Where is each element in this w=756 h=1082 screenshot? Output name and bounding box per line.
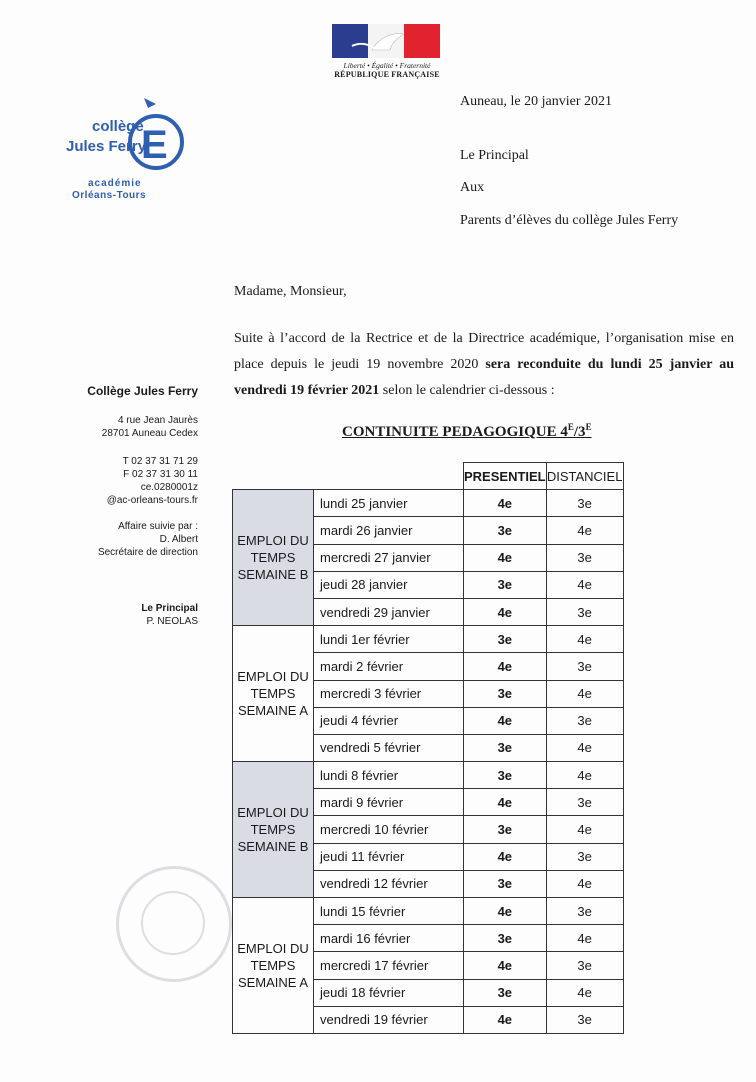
distanciel-cell: 3e bbox=[546, 598, 623, 625]
distanciel-cell: 3e bbox=[546, 544, 623, 571]
table-row bbox=[233, 898, 624, 925]
distanciel-cell: 3e bbox=[546, 653, 623, 680]
table-row bbox=[233, 762, 624, 789]
week-group-line: SEMAINE A bbox=[237, 974, 309, 990]
distanciel-cell: 4e bbox=[546, 571, 623, 598]
presentiel-cell: 3e bbox=[464, 816, 547, 843]
week-group-line: TEMPS bbox=[250, 957, 296, 973]
presentiel-cell: 4e bbox=[464, 653, 547, 680]
distanciel-cell: 4e bbox=[546, 734, 623, 761]
logo-academie: académie bbox=[88, 178, 142, 189]
sidebar-college-name: Collège Jules Ferry bbox=[87, 384, 198, 398]
day-cell: jeudi 11 février bbox=[314, 843, 464, 870]
salutation: Madame, Monsieur, bbox=[234, 284, 347, 299]
week-group-label bbox=[233, 898, 314, 1034]
day-cell: vendredi 29 janvier bbox=[314, 598, 464, 625]
day-cell: mercredi 10 février bbox=[314, 816, 464, 843]
presentiel-cell: 3e bbox=[464, 571, 547, 598]
body-text-2: selon le calendrier ci-dessous : bbox=[379, 383, 555, 398]
week-group-line: EMPLOI DU bbox=[237, 533, 309, 549]
sidebar-address-1: 4 rue Jean Jaurès bbox=[117, 415, 198, 426]
week-group-line: EMPLOI DU bbox=[237, 669, 309, 685]
presentiel-cell: 3e bbox=[464, 925, 547, 952]
week-group-line: SEMAINE B bbox=[237, 567, 309, 583]
sender: Le Principal bbox=[460, 148, 529, 163]
distanciel-cell: 3e bbox=[546, 707, 623, 734]
sidebar-principal-title: Le Principal bbox=[141, 603, 198, 614]
distanciel-cell: 4e bbox=[546, 816, 623, 843]
schedule-table bbox=[232, 462, 624, 1034]
distanciel-cell: 4e bbox=[546, 762, 623, 789]
week-group-label bbox=[233, 626, 314, 762]
day-cell: mercredi 17 février bbox=[314, 952, 464, 979]
table-header-row bbox=[233, 463, 624, 490]
day-cell: lundi 1er février bbox=[314, 626, 464, 653]
distanciel-cell: 4e bbox=[546, 680, 623, 707]
presentiel-cell: 4e bbox=[464, 598, 547, 625]
sidebar-email-2: @ac-orleans-tours.fr bbox=[106, 495, 198, 506]
table-row bbox=[233, 490, 624, 517]
table-title: CONTINUITE PEDAGOGIQUE $4^E/3^E$ bbox=[342, 422, 592, 440]
presentiel-cell: 4e bbox=[464, 789, 547, 816]
day-cell: mercredi 27 janvier bbox=[314, 544, 464, 571]
distanciel-cell: 3e bbox=[546, 843, 623, 870]
distanciel-cell: 4e bbox=[546, 517, 623, 544]
day-cell: jeudi 28 janvier bbox=[314, 571, 464, 598]
recipient-label: Aux bbox=[460, 180, 485, 195]
republic-motto: Liberté • Égalité • Fraternité bbox=[343, 61, 431, 70]
presentiel-cell: 4e bbox=[464, 490, 547, 517]
distanciel-cell: 3e bbox=[546, 952, 623, 979]
week-group-line: EMPLOI DU bbox=[237, 940, 309, 956]
presentiel-cell: 3e bbox=[464, 517, 547, 544]
logo-college: collège bbox=[92, 118, 144, 135]
sidebar-affaire: Affaire suivie par : bbox=[118, 521, 198, 532]
day-cell: lundi 8 février bbox=[314, 762, 464, 789]
recipient: Parents d’élèves du collège Jules Ferry bbox=[460, 213, 679, 228]
day-cell: mardi 2 février bbox=[314, 653, 464, 680]
day-cell: vendredi 19 février bbox=[314, 1006, 464, 1033]
presentiel-cell: 4e bbox=[464, 544, 547, 571]
sidebar-email-1: ce.0280001z bbox=[140, 482, 198, 493]
distanciel-cell: 4e bbox=[546, 925, 623, 952]
week-group-label bbox=[233, 762, 314, 898]
sidebar-tel: T 02 37 31 71 29 bbox=[122, 456, 198, 467]
week-group-line: SEMAINE A bbox=[237, 703, 309, 719]
table-row bbox=[233, 626, 624, 653]
letter-body bbox=[234, 326, 734, 404]
distanciel-cell: 4e bbox=[546, 979, 623, 1006]
presentiel-cell: 4e bbox=[464, 952, 547, 979]
distanciel-cell: 4e bbox=[546, 870, 623, 897]
presentiel-cell: 3e bbox=[464, 762, 547, 789]
sidebar-fax: F 02 37 31 30 11 bbox=[123, 469, 198, 480]
presentiel-cell: 4e bbox=[464, 707, 547, 734]
college-logo bbox=[62, 96, 197, 206]
presentiel-cell: 4e bbox=[464, 898, 547, 925]
day-cell: mardi 9 février bbox=[314, 789, 464, 816]
body-text-bold: sera reconduite du lundi 25 janvier au vendredi 19 février 2021 bbox=[234, 357, 734, 398]
week-group-line: TEMPS bbox=[250, 822, 296, 838]
distanciel-cell: 4e bbox=[546, 626, 623, 653]
day-cell: lundi 15 février bbox=[314, 898, 464, 925]
presentiel-cell: 3e bbox=[464, 680, 547, 707]
sidebar-person: D. Albert bbox=[159, 534, 198, 545]
distanciel-cell: 3e bbox=[546, 898, 623, 925]
marianne-flag-icon bbox=[332, 24, 440, 58]
logo-orleans-tours: Orléans-Tours bbox=[72, 190, 147, 201]
college-stamp-icon bbox=[116, 866, 232, 982]
sidebar-role: Secrétaire de direction bbox=[97, 547, 198, 558]
day-cell: vendredi 12 février bbox=[314, 870, 464, 897]
day-cell: mardi 16 février bbox=[314, 925, 464, 952]
week-group-line: TEMPS bbox=[250, 686, 296, 702]
svg-text:E: E bbox=[141, 123, 168, 167]
col-presentiel-header: PRESENTIEL bbox=[464, 463, 547, 490]
presentiel-cell: 3e bbox=[464, 626, 547, 653]
republic-name: RÉPUBLIQUE FRANÇAISE bbox=[334, 70, 440, 79]
week-group-line: SEMAINE B bbox=[237, 839, 309, 855]
distanciel-cell: 3e bbox=[546, 1006, 623, 1033]
body-text-1: Suite à l’accord de la Rectrice et de la Directrice académique, l’organisation mise en place depuis le jeudi 19 novembre 2020 bbox=[234, 331, 734, 372]
day-cell: vendredi 5 février bbox=[314, 734, 464, 761]
col-distanciel-header: DISTANCIEL bbox=[546, 463, 623, 490]
day-cell: jeudi 18 février bbox=[314, 979, 464, 1006]
week-group-line: EMPLOI DU bbox=[237, 805, 309, 821]
sidebar-principal-name: P. NEOLAS bbox=[146, 616, 198, 627]
week-group-line: TEMPS bbox=[250, 550, 296, 566]
republique-francaise-logo bbox=[332, 24, 444, 79]
presentiel-cell: 3e bbox=[464, 870, 547, 897]
day-cell: mardi 26 janvier bbox=[314, 517, 464, 544]
presentiel-cell: 3e bbox=[464, 734, 547, 761]
place-date: Auneau, le 20 janvier 2021 bbox=[460, 94, 613, 109]
college-e-logo-icon bbox=[126, 96, 186, 176]
presentiel-cell: 4e bbox=[464, 843, 547, 870]
day-cell: lundi 25 janvier bbox=[314, 490, 464, 517]
distanciel-cell: 3e bbox=[546, 789, 623, 816]
presentiel-cell: 3e bbox=[464, 979, 547, 1006]
day-cell: mercredi 3 février bbox=[314, 680, 464, 707]
presentiel-cell: 4e bbox=[464, 1006, 547, 1033]
distanciel-cell: 3e bbox=[546, 490, 623, 517]
week-group-label bbox=[233, 490, 314, 626]
day-cell: jeudi 4 février bbox=[314, 707, 464, 734]
logo-jules-ferry: Jules Ferry bbox=[66, 138, 147, 155]
sidebar-address-2: 28701 Auneau Cedex bbox=[101, 428, 198, 439]
